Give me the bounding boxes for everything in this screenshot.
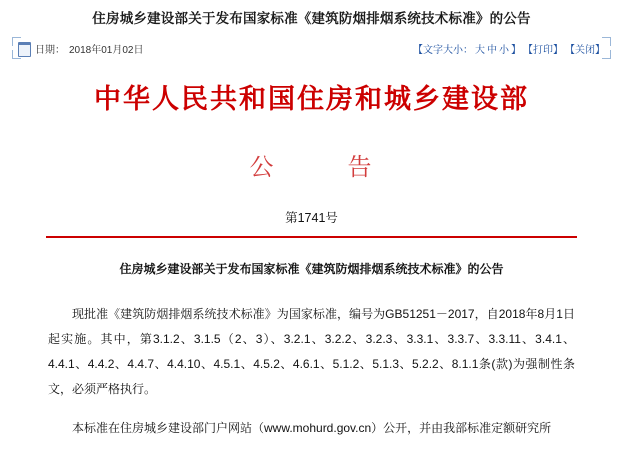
close-button[interactable]: 【关闭】 [565, 45, 605, 56]
paragraph-1: 现批准《建筑防烟排烟系统技术标准》为国家标准，编号为GB51251－2017，自2018年8月1日起实施。其中，第3.1.2、3.1.5（2、3）、3.2.1、3.2.2、3.2.3、3.3.1、3.3.7、3.3.11、3.4.1、4.4.1、4.4.2、4.4.7、4.4.10、4.5.1、4.5.2、4.6.1、5.1.2、5.1.3、5.2.2、8.1.1条(款)为强制性条文，必须严格执行。 [48, 307, 575, 396]
red-divider [46, 236, 577, 238]
issuing-organization: 中华人民共和国住房和城乡建设部 [94, 84, 529, 114]
announcement-body [18, 81, 605, 441]
font-size-large-button[interactable]: 大 [475, 45, 485, 56]
font-size-medium-button[interactable]: 中 [487, 45, 497, 56]
document-subject: 住房城乡建设部关于发布国家标准《建筑防烟排烟系统技术标准》的公告 [119, 262, 504, 276]
meta-bar [12, 37, 611, 59]
announcement-char-second: 告 [347, 155, 374, 181]
font-size-label: 【文字大小： [413, 45, 473, 56]
page-title: 住房城乡建设部关于发布国家标准《建筑防烟排烟系统技术标准》的公告 [92, 11, 531, 26]
date-value: 2018年01月02日 [69, 45, 144, 56]
date-label: 日期： [35, 45, 65, 56]
document-number: 第1741号 [285, 211, 338, 225]
calendar-icon [18, 42, 31, 57]
toolbar [413, 41, 605, 56]
announcement-char-first: 公 [249, 155, 276, 181]
print-button[interactable]: 【打印】 [523, 45, 563, 56]
font-size-small-button[interactable]: 小 [499, 45, 509, 56]
announcement-heading [18, 147, 605, 182]
bracket-close: 】 [511, 45, 521, 56]
publish-date [18, 41, 144, 56]
paragraph-2: 本标准在住房城乡建设部门户网站（www.mohurd.gov.cn）公开，并由我部标准定额研究所 [72, 421, 552, 435]
